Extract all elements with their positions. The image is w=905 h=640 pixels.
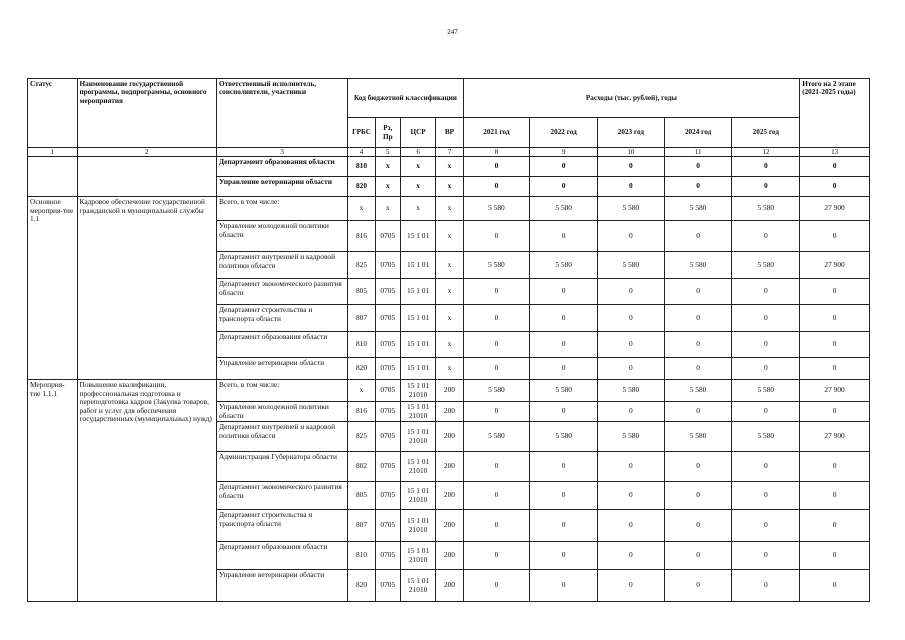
year-value-cell: 5 580 — [598, 380, 665, 402]
program-name-cell: Кадровое обеспечение государственной гражданской и муниципальной службы — [77, 197, 216, 380]
rzpr-cell: 0705 — [375, 332, 400, 358]
year-value-cell: 0 — [530, 177, 598, 197]
total-cell: 0 — [800, 510, 870, 542]
year-value-cell: 5 580 — [664, 252, 732, 279]
header-vr: ВР — [436, 118, 463, 148]
rzpr-cell: 0705 — [375, 305, 400, 332]
csr-cell: 15 1 01 21010 — [400, 510, 435, 542]
total-cell: 0 — [800, 402, 870, 422]
header-rzpr: Рз, Пр — [375, 118, 400, 148]
grbs-cell: 825 — [348, 252, 375, 279]
grbs-cell: 825 — [348, 422, 375, 452]
vr-cell: 200 — [436, 482, 463, 510]
vr-cell: 200 — [436, 380, 463, 402]
year-value-cell: 0 — [732, 482, 800, 510]
col-num: 8 — [463, 148, 530, 157]
csr-cell: 15 1 01 21010 — [400, 482, 435, 510]
total-cell: 27 900 — [800, 380, 870, 402]
csr-cell: 15 1 01 — [400, 221, 435, 252]
rzpr-cell: 0705 — [375, 452, 400, 482]
year-value-cell: 0 — [530, 279, 598, 305]
grbs-cell: 805 — [348, 279, 375, 305]
program-name-cell — [77, 157, 216, 197]
grbs-cell: 820 — [348, 358, 375, 380]
year-value-cell: 5 580 — [664, 197, 732, 221]
header-csr: ЦСР — [400, 118, 435, 148]
csr-cell: 15 1 01 21010 — [400, 402, 435, 422]
table-row — [28, 197, 870, 221]
year-value-cell: 5 580 — [530, 380, 598, 402]
year-value-cell: 0 — [598, 542, 665, 570]
year-value-cell: 0 — [664, 570, 732, 602]
grbs-cell: 816 — [348, 221, 375, 252]
year-value-cell: 0 — [463, 157, 530, 177]
executor-cell: Департамент строительства и транспорта области — [216, 510, 347, 542]
year-value-cell: 0 — [664, 482, 732, 510]
total-cell: 0 — [800, 542, 870, 570]
table-row — [28, 380, 870, 402]
year-value-cell: 0 — [732, 542, 800, 570]
total-cell: 0 — [800, 482, 870, 510]
col-num: 6 — [400, 148, 435, 157]
header-expenses: Расходы (тыс. рублей), годы — [463, 79, 800, 118]
year-value-cell: 0 — [732, 157, 800, 177]
executor-cell: Управление ветеринарии области — [216, 177, 347, 197]
year-value-cell: 0 — [732, 305, 800, 332]
year-value-cell: 0 — [732, 510, 800, 542]
year-value-cell: 0 — [732, 402, 800, 422]
grbs-cell: 810 — [348, 542, 375, 570]
year-value-cell: 0 — [598, 358, 665, 380]
year-value-cell: 5 580 — [664, 380, 732, 402]
vr-cell: x — [436, 221, 463, 252]
total-cell: 27 900 — [800, 422, 870, 452]
year-value-cell: 0 — [463, 542, 530, 570]
col-num: 2 — [77, 148, 216, 157]
csr-cell: x — [400, 177, 435, 197]
year-value-cell: 0 — [732, 221, 800, 252]
col-num: 9 — [530, 148, 598, 157]
year-value-cell: 0 — [664, 332, 732, 358]
year-value-cell: 0 — [598, 305, 665, 332]
year-value-cell: 0 — [664, 305, 732, 332]
year-value-cell: 5 580 — [463, 422, 530, 452]
year-value-cell: 0 — [463, 402, 530, 422]
grbs-cell: 802 — [348, 452, 375, 482]
year-value-cell: 5 580 — [530, 422, 598, 452]
vr-cell: x — [436, 305, 463, 332]
vr-cell: 200 — [436, 542, 463, 570]
rzpr-cell: 0705 — [375, 358, 400, 380]
rzpr-cell: 0705 — [375, 482, 400, 510]
header-2021: 2021 год — [463, 118, 530, 148]
col-num: 1 — [28, 148, 78, 157]
executor-cell: Департамент внутренней и кадровой политики области — [216, 422, 347, 452]
year-value-cell: 0 — [732, 177, 800, 197]
column-number-row — [28, 148, 870, 157]
year-value-cell: 0 — [463, 482, 530, 510]
csr-cell: 15 1 01 — [400, 252, 435, 279]
vr-cell: x — [436, 157, 463, 177]
header-name: Наименование государственной программы, подпрограммы, основного мероприятия — [77, 79, 216, 148]
header-executor: Ответственный исполнитель, соисполнители, участники — [216, 79, 347, 148]
year-value-cell: 0 — [530, 221, 598, 252]
rzpr-cell: 0705 — [375, 279, 400, 305]
year-value-cell: 0 — [664, 402, 732, 422]
year-value-cell: 5 580 — [530, 252, 598, 279]
year-value-cell: 5 580 — [732, 197, 800, 221]
executor-cell: Управление ветеринарии области — [216, 358, 347, 380]
year-value-cell: 5 580 — [463, 380, 530, 402]
executor-cell: Управление ветеринарии области — [216, 570, 347, 602]
budget-table — [27, 78, 870, 602]
header-2024: 2024 год — [664, 118, 732, 148]
col-num: 4 — [348, 148, 375, 157]
year-value-cell: 0 — [598, 177, 665, 197]
grbs-cell: 807 — [348, 510, 375, 542]
executor-cell: Всего, в том числе: — [216, 197, 347, 221]
status-cell: Мероприя-тие 1.1.1 — [28, 380, 78, 602]
year-value-cell: 5 580 — [463, 252, 530, 279]
year-value-cell: 0 — [598, 482, 665, 510]
executor-cell: Всего, в том числе: — [216, 380, 347, 402]
year-value-cell: 0 — [598, 570, 665, 602]
year-value-cell: 0 — [530, 402, 598, 422]
csr-cell: 15 1 01 — [400, 279, 435, 305]
year-value-cell: 0 — [732, 358, 800, 380]
year-value-cell: 5 580 — [732, 380, 800, 402]
total-cell: 0 — [800, 358, 870, 380]
total-cell: 0 — [800, 305, 870, 332]
grbs-cell: 810 — [348, 157, 375, 177]
total-cell: 27 900 — [800, 197, 870, 221]
year-value-cell: 0 — [732, 332, 800, 358]
program-name-cell: Повышение квалификации, профессиональная подготовка и переподготовка кадров (Закупка товаров, работ и услуг для обеспечения государственных (муниципальных) нужд) — [77, 380, 216, 602]
year-value-cell: 5 580 — [598, 197, 665, 221]
year-value-cell: 0 — [463, 221, 530, 252]
year-value-cell: 0 — [530, 358, 598, 380]
year-value-cell: 0 — [463, 177, 530, 197]
grbs-cell: x — [348, 197, 375, 221]
header-status: Статус — [28, 79, 78, 148]
year-value-cell: 5 580 — [598, 422, 665, 452]
vr-cell: x — [436, 177, 463, 197]
year-value-cell: 5 580 — [598, 252, 665, 279]
header-2022: 2022 год — [530, 118, 598, 148]
year-value-cell: 0 — [598, 452, 665, 482]
year-value-cell: 0 — [530, 157, 598, 177]
vr-cell: 200 — [436, 510, 463, 542]
year-value-cell: 5 580 — [664, 422, 732, 452]
executor-cell: Департамент экономического развития области — [216, 279, 347, 305]
year-value-cell: 0 — [732, 279, 800, 305]
year-value-cell: 5 580 — [732, 252, 800, 279]
year-value-cell: 0 — [530, 332, 598, 358]
vr-cell: x — [436, 197, 463, 221]
csr-cell: 15 1 01 — [400, 358, 435, 380]
grbs-cell: 820 — [348, 177, 375, 197]
year-value-cell: 0 — [530, 305, 598, 332]
executor-cell: Департамент образования области — [216, 332, 347, 358]
grbs-cell: 810 — [348, 332, 375, 358]
csr-cell: 15 1 01 — [400, 332, 435, 358]
total-cell: 0 — [800, 332, 870, 358]
year-value-cell: 0 — [664, 157, 732, 177]
year-value-cell: 0 — [463, 305, 530, 332]
col-num: 10 — [598, 148, 665, 157]
grbs-cell: 820 — [348, 570, 375, 602]
total-cell: 27 900 — [800, 252, 870, 279]
total-cell: 0 — [800, 177, 870, 197]
year-value-cell: 0 — [598, 402, 665, 422]
year-value-cell: 0 — [664, 358, 732, 380]
col-num: 7 — [436, 148, 463, 157]
year-value-cell: 0 — [664, 452, 732, 482]
year-value-cell: 0 — [664, 221, 732, 252]
year-value-cell: 0 — [463, 510, 530, 542]
year-value-cell: 0 — [463, 452, 530, 482]
year-value-cell: 0 — [598, 279, 665, 305]
header-budget-code: Код бюджетной классификации — [348, 79, 463, 118]
header-grbs: ГРБС — [348, 118, 375, 148]
year-value-cell: 0 — [598, 221, 665, 252]
vr-cell: x — [436, 252, 463, 279]
year-value-cell: 0 — [598, 332, 665, 358]
year-value-cell: 0 — [732, 570, 800, 602]
rzpr-cell: 0705 — [375, 402, 400, 422]
executor-cell: Департамент экономического развития области — [216, 482, 347, 510]
year-value-cell: 0 — [530, 570, 598, 602]
col-num: 5 — [375, 148, 400, 157]
year-value-cell: 0 — [530, 542, 598, 570]
grbs-cell: x — [348, 380, 375, 402]
page-number: 247 — [447, 28, 458, 36]
year-value-cell: 0 — [664, 177, 732, 197]
rzpr-cell: 0705 — [375, 510, 400, 542]
csr-cell: 15 1 01 21010 — [400, 380, 435, 402]
executor-cell: Департамент образования области — [216, 157, 347, 177]
year-value-cell: 0 — [598, 510, 665, 542]
executor-cell: Администрация Губернатора области — [216, 452, 347, 482]
year-value-cell: 0 — [530, 510, 598, 542]
year-value-cell: 0 — [664, 279, 732, 305]
vr-cell: 200 — [436, 402, 463, 422]
vr-cell: 200 — [436, 452, 463, 482]
total-cell: 0 — [800, 279, 870, 305]
year-value-cell: 0 — [664, 510, 732, 542]
table-row — [28, 157, 870, 177]
year-value-cell: 5 580 — [463, 197, 530, 221]
col-num: 12 — [732, 148, 800, 157]
header-2025: 2025 год — [732, 118, 800, 148]
year-value-cell: 0 — [664, 542, 732, 570]
rzpr-cell: 0705 — [375, 542, 400, 570]
csr-cell: 15 1 01 21010 — [400, 570, 435, 602]
year-value-cell: 0 — [530, 452, 598, 482]
year-value-cell: 5 580 — [530, 197, 598, 221]
vr-cell: 200 — [436, 570, 463, 602]
csr-cell: 15 1 01 21010 — [400, 542, 435, 570]
rzpr-cell: x — [375, 197, 400, 221]
executor-cell: Департамент внутренней и кадровой политики области — [216, 252, 347, 279]
header-2023: 2023 год — [598, 118, 665, 148]
rzpr-cell: x — [375, 157, 400, 177]
executor-cell: Департамент образования области — [216, 542, 347, 570]
total-cell: 0 — [800, 221, 870, 252]
col-num: 3 — [216, 148, 347, 157]
year-value-cell: 5 580 — [732, 422, 800, 452]
csr-cell: 15 1 01 21010 — [400, 422, 435, 452]
grbs-cell: 807 — [348, 305, 375, 332]
year-value-cell: 0 — [530, 482, 598, 510]
grbs-cell: 816 — [348, 402, 375, 422]
year-value-cell: 0 — [463, 570, 530, 602]
status-cell: Основное мероприя-тие 1.1 — [28, 197, 78, 380]
executor-cell: Управление молодежной политики области — [216, 221, 347, 252]
year-value-cell: 0 — [598, 157, 665, 177]
year-value-cell: 0 — [463, 332, 530, 358]
vr-cell: x — [436, 332, 463, 358]
rzpr-cell: x — [375, 177, 400, 197]
rzpr-cell: 0705 — [375, 422, 400, 452]
vr-cell: 200 — [436, 422, 463, 452]
rzpr-cell: 0705 — [375, 570, 400, 602]
vr-cell: x — [436, 358, 463, 380]
table-body — [28, 148, 870, 602]
header-total: Итого на 2 этапе (2021-2025 годы) — [800, 79, 870, 148]
executor-cell: Управление молодежной политики области — [216, 402, 347, 422]
csr-cell: x — [400, 157, 435, 177]
rzpr-cell: 0705 — [375, 252, 400, 279]
status-cell — [28, 157, 78, 197]
executor-cell: Департамент строительства и транспорта области — [216, 305, 347, 332]
year-value-cell: 0 — [463, 358, 530, 380]
year-value-cell: 0 — [732, 452, 800, 482]
rzpr-cell: 0705 — [375, 380, 400, 402]
col-num: 13 — [800, 148, 870, 157]
total-cell: 0 — [800, 452, 870, 482]
rzpr-cell: 0705 — [375, 221, 400, 252]
col-num: 11 — [664, 148, 732, 157]
csr-cell: 15 1 01 — [400, 305, 435, 332]
vr-cell: x — [436, 279, 463, 305]
year-value-cell: 0 — [463, 279, 530, 305]
total-cell: 0 — [800, 570, 870, 602]
total-cell: 0 — [800, 157, 870, 177]
csr-cell: 15 1 01 21010 — [400, 452, 435, 482]
csr-cell: x — [400, 197, 435, 221]
grbs-cell: 805 — [348, 482, 375, 510]
